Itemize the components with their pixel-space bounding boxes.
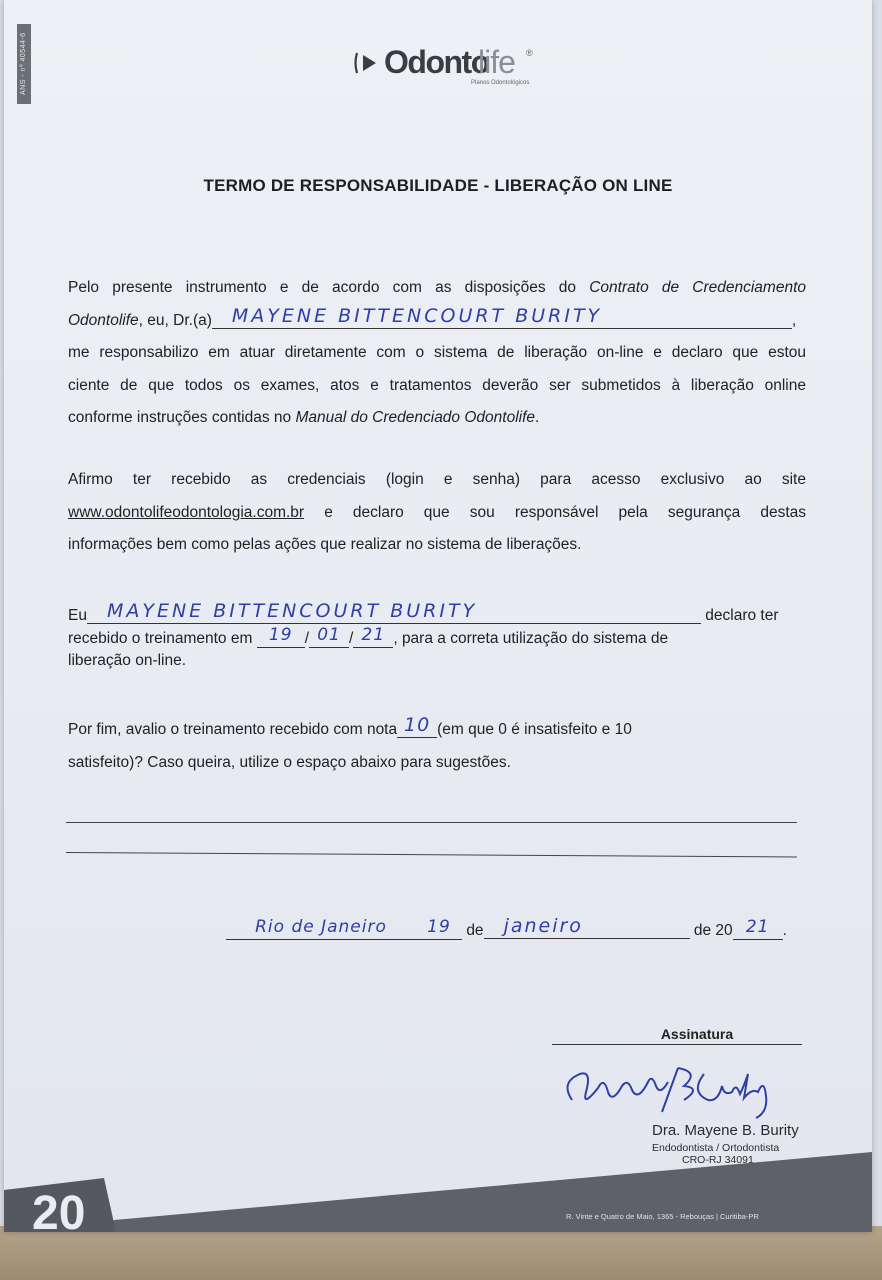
stamp-specialty: Endodontista / Ortodontista	[652, 1142, 780, 1154]
p1-comma: ,	[791, 311, 797, 329]
logo-mark-icon	[354, 50, 380, 76]
date-de: de	[466, 922, 484, 939]
p3-line-1	[68, 600, 803, 628]
p1-text: , eu, Dr.(a)	[138, 311, 212, 329]
paragraph-training	[68, 600, 803, 672]
manual-name: Manual do Credenciado Odontolife	[295, 409, 536, 426]
registered-mark: ®	[526, 48, 533, 58]
rating-field[interactable]	[397, 714, 437, 738]
p2-line-3: informações bem como pelas ações que realizar no sistema de liberações.	[68, 536, 582, 553]
p3-text: recebido o treinamento em	[68, 630, 253, 647]
training-year-field[interactable]	[353, 625, 393, 648]
city-field[interactable]	[226, 917, 416, 940]
table-surface	[0, 1226, 882, 1280]
document-page	[4, 0, 872, 1232]
signature-block	[552, 1026, 802, 1045]
training-month: 01	[317, 625, 341, 645]
footer-address: R. Vinte e Quatro de Maio, 1365 - Rebouças | Curitiba-PR	[566, 1212, 759, 1221]
stamp-cro: CRO-RJ 34091	[682, 1154, 754, 1166]
logo-text-bold: Odonto	[384, 44, 489, 80]
paragraph-credentials	[68, 464, 806, 562]
doctor-name-handwritten: MAYENE BITTENCOURT BURITY	[231, 304, 603, 327]
signature-label: Assinatura	[660, 1026, 734, 1042]
stamp-name: Dra. Mayene B. Burity	[652, 1122, 799, 1139]
trainee-name-field[interactable]	[87, 600, 701, 624]
p3-text: , para a correta utilização do sistema de	[393, 630, 669, 647]
suggestion-line-2[interactable]	[66, 852, 797, 857]
paragraph-contract	[68, 272, 806, 435]
logo-tagline: Planos Odontológicos	[471, 80, 530, 86]
p1-line-3: me responsabilizo em atuar diretamente com o sistema de liberação on-line e declaro que estou	[68, 344, 806, 361]
date-de-20: de 20	[693, 922, 733, 939]
signature-line[interactable]	[552, 1044, 802, 1045]
p4-line-2: satisfeito)? Caso queira, utilize o espaço abaixo para sugestões.	[68, 753, 511, 771]
logo-text-light: life	[478, 44, 515, 80]
paragraph-rating	[68, 714, 806, 779]
p4-line-1	[68, 714, 806, 747]
month-field[interactable]	[484, 915, 690, 939]
doctor-name-field[interactable]	[212, 304, 792, 329]
p1-text: conforme instruções contidas no	[68, 409, 292, 426]
p3-line-3: liberação on-line.	[68, 652, 187, 669]
ans-registration-label: ANS - nº 40544-6	[17, 24, 31, 104]
city-handwritten: Rio de Janeiro	[255, 917, 387, 937]
handwritten-signature	[552, 1052, 792, 1122]
p3-declaro: declaro ter	[705, 607, 779, 624]
year-handwritten: 21	[745, 917, 770, 937]
badge-number: 20	[32, 1187, 86, 1233]
suggestion-line-1[interactable]	[66, 822, 797, 823]
date-period: .	[782, 922, 787, 939]
p2-text: e declaro que sou responsável pela segurança destas	[324, 503, 807, 521]
training-year: 21	[361, 625, 386, 645]
p4-text: Por fim, avalio o treinamento recebido com nota	[68, 721, 398, 738]
year-field[interactable]	[733, 917, 783, 940]
document-title: TERMO DE RESPONSABILIDADE - LIBERAÇÃO ON LINE	[203, 176, 673, 195]
p4-text: (em que 0 é insatisfeito e 10	[437, 721, 632, 738]
training-day-field[interactable]	[257, 625, 305, 648]
p1-period: .	[535, 409, 540, 426]
day-field[interactable]	[416, 917, 462, 940]
company-name: Odontolife	[68, 311, 139, 329]
anniversary-badge	[32, 1183, 122, 1232]
rating-value: 10	[404, 714, 431, 736]
p1-line-2	[68, 305, 806, 338]
contract-name: Contrato de Credenciamento	[589, 279, 807, 296]
p2-line-2	[68, 497, 806, 530]
trainee-name-handwritten: MAYENE BITTENCOURT BURITY	[106, 600, 478, 622]
date-slash: /	[349, 630, 354, 647]
date-slash: /	[304, 630, 310, 647]
month-handwritten: janeiro	[503, 915, 583, 937]
p1-line-5	[68, 402, 806, 435]
p1-line-4: ciente de que todos os exames, atos e tratamentos deverão ser submetidos à liberação online	[68, 376, 806, 394]
day-handwritten: 19	[427, 917, 451, 937]
p2-line-1: Afirmo ter recebido as credenciais (login e senha) para acesso exclusivo ao site	[68, 471, 806, 488]
place-and-date	[226, 915, 787, 940]
training-month-field[interactable]	[309, 625, 349, 648]
site-link[interactable]: www.odontolifeodontologia.com.br	[68, 503, 305, 521]
training-day: 19	[268, 625, 293, 645]
p3-eu: Eu	[68, 607, 87, 624]
p1-line-1	[68, 272, 806, 305]
p1-text: Pelo presente instrumento e de acordo com as disposições do	[68, 279, 577, 296]
p3-line-2	[68, 625, 803, 650]
